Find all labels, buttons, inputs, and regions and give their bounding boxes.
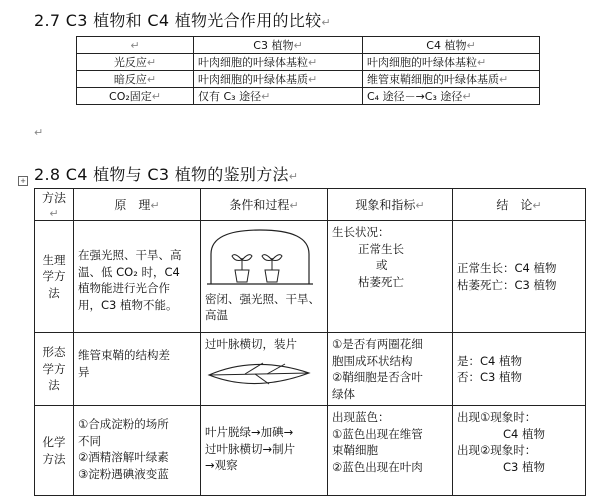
process-cell: 密闭、强光照、干旱、 高温 — [201, 221, 328, 333]
principle-cell: 维管束鞘的结构差 异 — [74, 333, 201, 406]
table-row — [35, 221, 586, 333]
header-method: 方法↵ — [35, 189, 74, 221]
table-cell: 叶肉细胞的叶绿体基粒↵ — [363, 54, 540, 71]
table-cell: C₄ 途径－→C₃ 途径↵ — [363, 88, 540, 105]
paragraph-mark: ↵ — [34, 126, 44, 139]
conclusion-cell: 正常生长：C4 植物 枯萎死亡：C3 植物 — [453, 221, 586, 333]
table-row — [35, 406, 586, 496]
sealed-chamber-plants-diagram — [205, 224, 315, 286]
header-cell-c4: C4 植物↵ — [363, 37, 540, 54]
method-cell: 生理学方法 — [35, 221, 74, 333]
row-label: 光反应↵ — [77, 54, 194, 71]
table-cell: 叶肉细胞的叶绿体基粒↵ — [194, 54, 363, 71]
process-cell: 叶片脱绿→加碘→ 过叶脉横切→制片 →观察 — [201, 406, 328, 496]
table-cell: 叶肉细胞的叶绿体基质↵ — [194, 71, 363, 88]
conclusion-cell: 是：C4 植物 否：C3 植物 — [453, 333, 586, 406]
header-cell-empty: ↵ — [77, 37, 194, 54]
process-cell: 过叶脉横切，装片 — [201, 333, 328, 406]
table-header-row — [77, 37, 540, 54]
table-row — [77, 88, 540, 105]
table-cell: 仅有 C₃ 途径↵ — [194, 88, 363, 105]
leaf-cross-section-diagram — [205, 353, 313, 393]
header-conclusion: 结 论↵ — [453, 189, 586, 221]
table-header-row — [35, 189, 586, 221]
table-cell: 维管束鞘细胞的叶绿体基质↵ — [363, 71, 540, 88]
c3-c4-comparison-table — [76, 36, 540, 105]
phenomenon-cell: 生长状况： 正常生长 或 枯萎死亡 — [328, 221, 453, 333]
header-principle: 原 理↵ — [74, 189, 201, 221]
table-row — [77, 54, 540, 71]
table-row — [77, 71, 540, 88]
identification-methods-table — [34, 188, 586, 496]
header-phenomenon: 现象和指标↵ — [328, 189, 453, 221]
row-label: 暗反应↵ — [77, 71, 194, 88]
section2-title: 2.8 C4 植物与 C3 植物的鉴别方法↵ — [34, 165, 299, 184]
method-cell: 化学方法 — [35, 406, 74, 496]
table-row — [35, 333, 586, 406]
principle-cell: 在强光照、干旱、高 温、低 CO₂ 时，C4 植物能进行光合作 用，C3 植物不能。 — [74, 221, 201, 333]
row-label: CO₂固定↵ — [77, 88, 194, 105]
method-cell: 形态学方法 — [35, 333, 74, 406]
header-cell-c3: C3 植物↵ — [194, 37, 363, 54]
section1-title: 2.7 C3 植物和 C4 植物光合作用的比较↵ — [34, 11, 331, 30]
phenomenon-cell: ①是否有两圈花细 胞围成环状结构 ②鞘细胞是否含叶 绿体 — [328, 333, 453, 406]
header-process: 条件和过程↵ — [201, 189, 328, 221]
conclusion-cell: 出现①现象时： C4 植物 出现②现象时： C3 植物 — [453, 406, 586, 496]
phenomenon-cell: 出现蓝色： ①蓝色出现在维管 束鞘细胞 ②蓝色出现在叶肉 — [328, 406, 453, 496]
table-move-handle-icon[interactable]: + — [18, 176, 28, 186]
principle-cell: ①合成淀粉的场所 不同 ②酒精溶解叶绿素 ③淀粉遇碘液变蓝 — [74, 406, 201, 496]
